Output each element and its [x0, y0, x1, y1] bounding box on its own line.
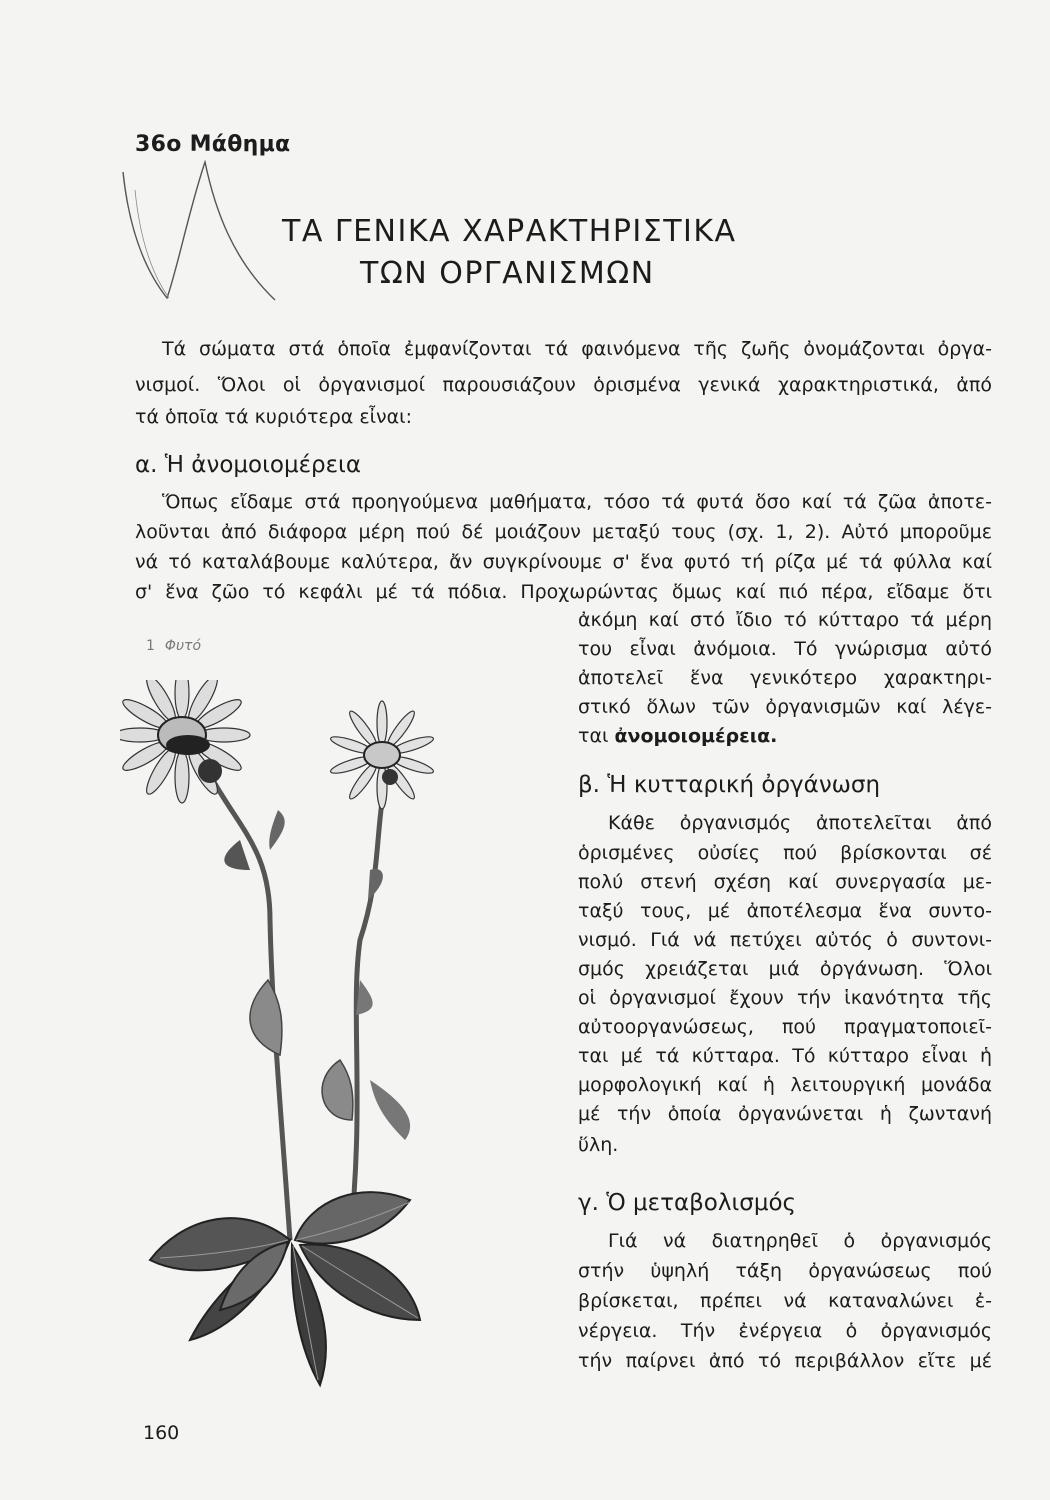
section-b-line: πολύ στενή σχέση καί συνεργασία με- [578, 871, 992, 893]
decorative-initial-m [115, 150, 285, 310]
section-b-line: οἱ ὀργανισμοί ἔχουν τήν ἱκανότητα τῆς [578, 987, 992, 1009]
section-b-line: μορφολογική καί ἡ λειτουργική μονάδα [578, 1074, 992, 1096]
section-b-line: ταξύ τους, μέ ἀποτέλεσμα ἕνα συντο- [578, 900, 992, 922]
section-c-heading: γ. Ὁ μεταβολισμός [578, 1190, 797, 1216]
page-number: 160 [143, 1422, 180, 1444]
lesson-label: 36o Μάθημα [135, 132, 291, 157]
plant-illustration [120, 680, 450, 1400]
section-b-line: αὐτοοργανώσεως, πού πραγματοποιεῖ- [578, 1016, 992, 1038]
section-c-line: βρίσκεται, πρέπει νά καταναλώνει ἐ- [578, 1290, 992, 1312]
figure-number: 1 [146, 638, 155, 654]
intro-line: τά ὁποῖα τά κυριότερα εἶναι: [135, 406, 412, 428]
section-b-line: μέ τήν ὁποία ὀργανώνεται ἡ ζωντανή [578, 1103, 992, 1125]
intro-line: Τά σώματα στά ὁποῖα ἐμφανίζονται τά φαινόμενα τῆς ζωῆς ὀνομάζονται ὀργα- [162, 338, 992, 360]
intro-line: νισμοί. Ὅλοι οἱ ὀργανισμοί παρουσιάζουν ὁρισμένα γενικά χαρακτηριστικά, ἀπό [135, 374, 992, 396]
section-b-line: ται μέ τά κύτταρα. Τό κύτταρο εἶναι ἡ [578, 1045, 992, 1067]
section-b-line: νισμό. Γιά νά πετύχει αὐτός ὁ συντονι- [578, 929, 992, 951]
section-a-line: ἀκόμη καί στό ἴδιο τό κύτταρο τά μέρη [578, 609, 992, 631]
section-b-line: Κάθε ὀργανισμός ἀποτελεῖται ἀπό [608, 812, 992, 834]
section-a-line: Ὅπως εἴδαμε στά προηγούμενα μαθήματα, τόσο τά φυτά ὅσο καί τά ζῶα ἀποτε- [162, 491, 992, 513]
section-a-last-prefix: ται [578, 725, 609, 747]
section-b-line: ὕλη. [578, 1134, 619, 1156]
section-a-line: σ' ἕνα ζῶο τό κεφάλι μέ τά πόδια. Προχωρώντας ὅμως καί πιό πέρα, εἴδαμε ὅτι [135, 581, 992, 603]
section-a-line: νά τό καταλάβουμε καλύτερα, ἄν συγκρίνουμε σ' ἕνα φυτό τή ρίζα μέ τά φύλλα καί [135, 551, 992, 573]
section-a-last-line [578, 725, 777, 747]
section-c-line: νέργεια. Τήν ἐνέργεια ὁ ὀργανισμός [578, 1320, 992, 1342]
section-c-line: στήν ὑψηλή τάξη ὀργανώσεως πού [578, 1260, 992, 1282]
figure-caption [146, 638, 201, 654]
section-c-line: τήν παίρνει ἀπό τό περιβάλλον εἴτε μέ [578, 1350, 992, 1372]
key-term-anomoiomereia: ἀνομοιομέρεια. [614, 725, 778, 747]
section-a-line: λοῦνται ἀπό διάφορα μέρη πού δέ μοιάζουν μεταξύ τους (σχ. 1, 2). Αὐτό μποροῦμε [135, 521, 992, 543]
section-a-line: στικό ὅλων τῶν ὀργανισμῶν καί λέγε- [578, 696, 992, 718]
section-b-heading: β. Ἡ κυτταρική ὀργάνωση [578, 772, 881, 798]
chapter-title-line-1: ΤΑ ΓΕΝΙΚΑ ΧΑΡΑΚΤΗΡΙΣΤΙΚΑ [282, 214, 737, 249]
section-a-heading: α. Ἡ ἀνομοιομέρεια [135, 452, 361, 478]
chapter-title-line-2: ΤΩΝ ΟΡΓΑΝΙΣΜΩΝ [360, 256, 655, 291]
section-a-line: ἀποτελεῖ ἕνα γενικότερο χαρακτηρι- [578, 667, 992, 689]
section-a-line: του εἶναι ἀνόμοια. Τό γνώρισμα αὐτό [578, 638, 992, 660]
section-b-line: σμός χρειάζεται μιά ὀργάνωση. Ὅλοι [578, 958, 992, 980]
section-c-line: Γιά νά διατηρηθεῖ ὁ ὀργανισμός [608, 1230, 992, 1252]
section-b-line: ὁρισμένες οὐσίες πού βρίσκονται σέ [578, 842, 992, 864]
figure-label: Φυτό [164, 638, 202, 654]
